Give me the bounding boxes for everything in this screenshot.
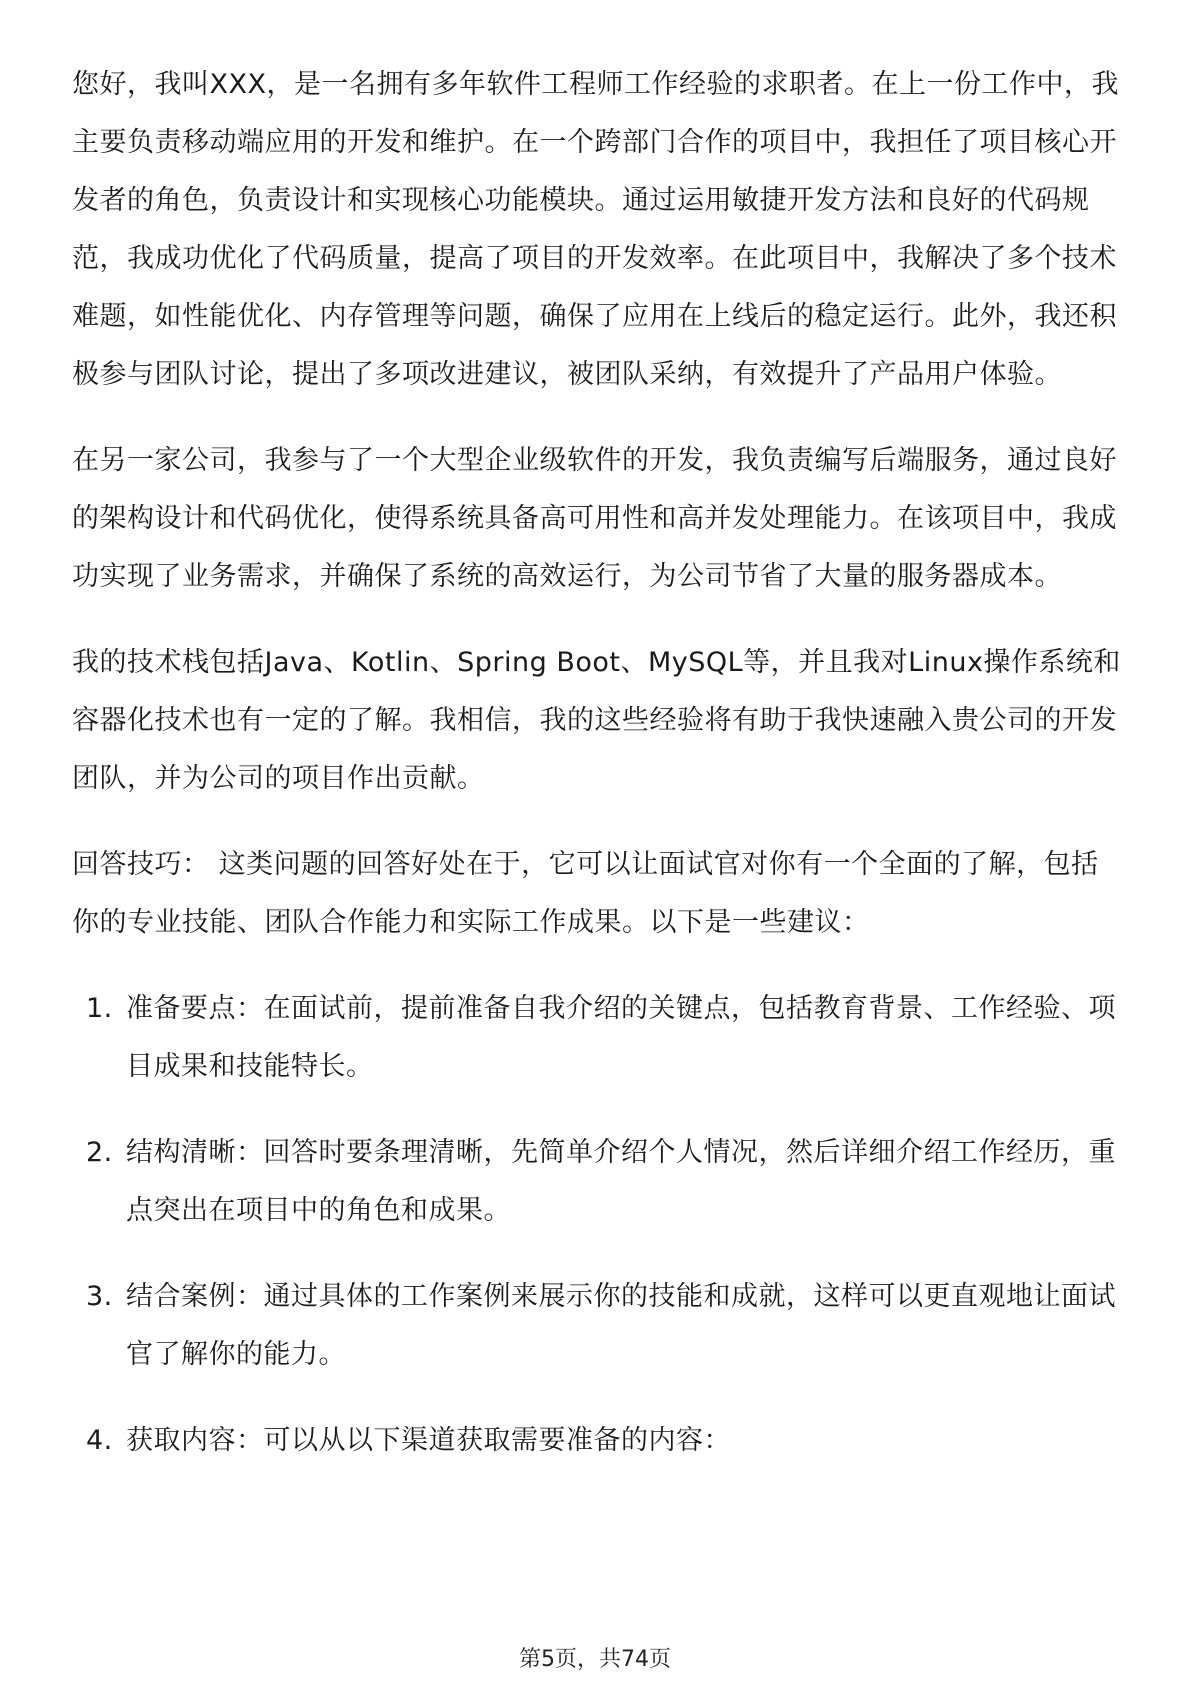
list-item-number: 2. (86, 1137, 113, 1168)
list-item-text: 获取内容：可以从以下渠道获取需要准备的内容： (126, 1425, 731, 1456)
paragraph-tech-stack: 我的技术栈包括Java、Kotlin、Spring Boot、MySQL等，并且我对Linux操作系统和容器化技术也有一定的了解。我相信，我的这些经验将有助于我快速融入贵公司的开发团队，并为公司的项目作出贡献。 (72, 647, 1121, 794)
document-body (72, 56, 1124, 1498)
page-number: 第5页，共74页 (519, 1647, 671, 1672)
list-item (72, 1124, 1124, 1240)
list-item-text: 结合案例：通过具体的工作案例来展示你的技能和成就，这样可以更直观地让面试官了解你的能力。 (126, 1281, 1116, 1370)
list-item-text: 结构清晰：回答时要条理清晰，先简单介绍个人情况，然后详细介绍工作经历，重点突出在项目中的角色和成果。 (126, 1137, 1116, 1226)
paragraph-answer-tips: 回答技巧： 这类问题的回答好处在于，它可以让面试官对你有一个全面的了解，包括你的专业技能、团队合作能力和实际工作成果。以下是一些建议： (72, 849, 1099, 938)
page-footer (0, 1645, 1190, 1675)
paragraph-intro: 您好，我叫XXX，是一名拥有多年软件工程师工作经验的求职者。在上一份工作中，我主要负责移动端应用的开发和维护。在一个跨部门合作的项目中，我担任了项目核心开发者的角色，负责设计和实现核心功能模块。通过运用敏捷开发方法和良好的代码规范，我成功优化了代码质量，提高了项目的开发效率。在此项目中，我解决了多个技术难题，如性能优化、内存管理等问题，确保了应用在上线后的稳定运行。此外，我还积极参与团队讨论，提出了多项改进建议，被团队采纳，有效提升了产品用户体验。 (72, 69, 1119, 390)
list-item-number: 4. (86, 1425, 113, 1456)
list-item (72, 1412, 1124, 1470)
paragraph-previous-company: 在另一家公司，我参与了一个大型企业级软件的开发，我负责编写后端服务，通过良好的架构设计和代码优化，使得系统具备高可用性和高并发处理能力。在该项目中，我成功实现了业务需求，并确保了系统的高效运行，为公司节省了大量的服务器成本。 (72, 445, 1117, 592)
list-item-number: 3. (86, 1281, 113, 1312)
tips-list (72, 980, 1124, 1470)
list-item (72, 980, 1124, 1096)
list-item-number: 1. (86, 993, 113, 1024)
list-item (72, 1268, 1124, 1384)
list-item-text: 准备要点：在面试前，提前准备自我介绍的关键点，包括教育背景、工作经验、项目成果和技能特长。 (126, 993, 1116, 1082)
